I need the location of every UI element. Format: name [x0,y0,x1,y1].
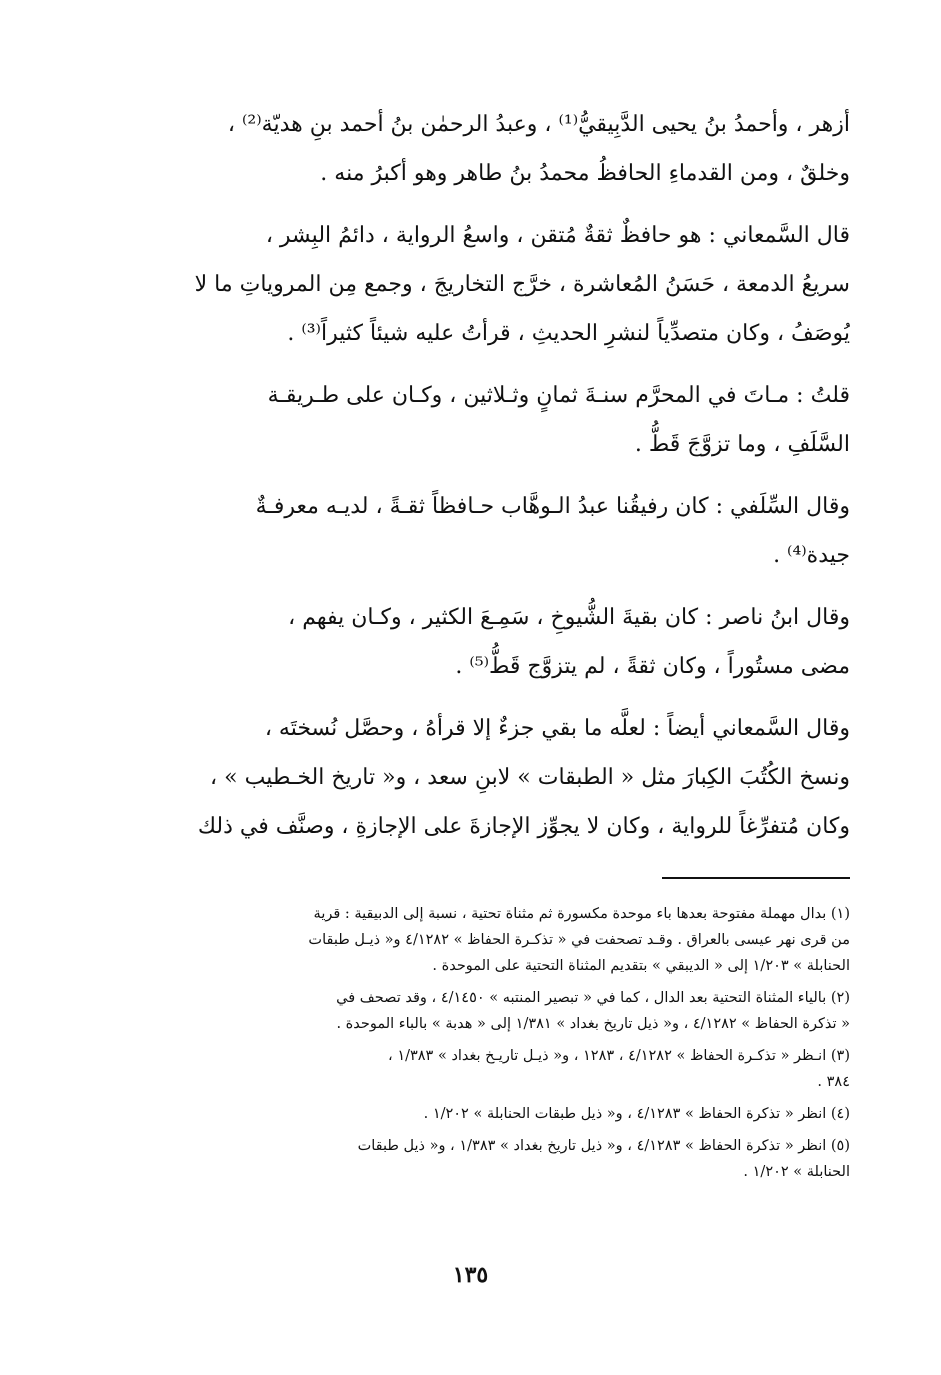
paragraph-3 [188,371,850,469]
footnote-line: (٣) انـظر « تذكـرة الحفاظ » ٤/١٢٨٢ ، ١٢٨٣ ، و« ذيـل تاريـخ بغداد » ١/٣٨٣ ، [388,1048,850,1064]
paragraph-1 [188,100,850,198]
footnote-separator [662,877,850,879]
footnote-line: من قرى نهر عيسى بالعراق . وقـد تصحفت في « تذكـرة الحفاظ » ٤/١٢٨٢ و« ذيـل طبقات [308,932,850,948]
text-line: سريعُ الدمعة ، حَسَنُ المُعاشرة ، خرَّج التخاريجَ ، وجمع مِن المروياتِ ما لا [194,272,850,297]
text-line: أزهر ، وأحمدُ بنُ يحيى الدَّبِيقيُّ⁽¹⁾ ، وعبدُ الرحمٰن بنُ أحمد بنِ هديّة⁽²⁾ ، [227,112,850,137]
paragraph-4 [188,482,850,580]
text-line: وقال السَّمعاني أيضاً : لعلَّه ما بقي جزءٌ إلا قرأهُ ، وحصَّل نُسختَه ، [264,716,850,741]
paragraph-2 [188,211,850,358]
page-number: ١٣٥ [452,1262,489,1288]
paragraph-6 [188,704,850,851]
footnote-line: « تذكرة الحفاظ » ٤/١٢٨٢ ، و« ذيل تاريخ بغداد » ١/٣٨١ إلى « هدبة » بالباء الموحدة . [336,1016,850,1032]
footnote-line: (٤) انظر « تذكرة الحفاظ » ٤/١٢٨٣ ، و« ذيل طبقات الحنابلة » ١/٢٠٢ . [423,1106,850,1122]
text-line: السَّلَفِ ، وما تزوَّجَ قَطُّ . [634,432,850,457]
text-line: مضى مستُوراً ، وكان ثقةً ، لم يتزوَّج قَطُّ⁽⁵⁾ . [455,654,850,679]
footnote-line: الحنابلة » ١/٢٠٣ إلى « الديبقي » بتقديم المثناة التحتية على الموحدة . [432,958,850,974]
footnote-line: (٥) انظر « تذكرة الحفاظ » ٤/١٢٨٣ ، و« ذيل تاريخ بغداد » ١/٣٨٣ ، و« ذيل طبقات [357,1138,850,1154]
text-line: وكان مُتفرِّغاً للرواية ، وكان لا يجوِّز الإجازةَ على الإجازةِ ، وصنَّف في ذلك [197,814,850,839]
footnote-line: ٣٨٤ . [817,1074,850,1090]
footnote-line: الحنابلة » ١/٢٠٢ . [743,1164,850,1180]
text-line: قلتُ : مـاتَ في المحرَّم سنـةَ ثمانٍ وثـلاثين ، وكـان على طـريقـة [267,383,850,408]
footnote-3 [188,1043,850,1095]
main-text [188,100,850,864]
text-line: جيدة⁽⁴⁾ . [773,543,850,568]
text-line: وخلقٌ ، ومن القدماءِ الحافظُ محمدُ بنُ طاهر وهو أكبرُ منه . [320,161,850,186]
text-line: ونسخ الكُتُبَ الكِبارَ مثل « الطبقات » لابنِ سعد ، و« تاريخ الخـطيب » ، [210,765,850,790]
text-line: يُوصَفُ ، وكان متصدِّياً لنشرِ الحديثِ ، قرأتُ عليه شيئاً كثيراً⁽³⁾ . [287,321,850,346]
text-line: قال السَّمعاني : هو حافظٌ ثقةٌ مُتقن ، واسعُ الرواية ، دائمُ البِشر ، [265,223,850,248]
text-line: وقال السِّلَفي : كان رفيقُنا عبدُ الـوهَّاب حـافظاً ثقـةً ، لديـه معرفـةٌ [255,494,850,519]
footnote-line: (١) بدال مهملة مفتوحة بعدها باء موحدة مكسورة ثم مثناة تحتية ، نسبة إلى الدبيقية : قرية [313,906,850,922]
paragraph-5 [188,593,850,691]
footnote-4 [188,1101,850,1127]
footnote-2 [188,985,850,1037]
footnote-1 [188,901,850,979]
footnote-5 [188,1133,850,1185]
footnotes [188,901,850,1191]
footnote-line: (٢) بالياء المثناة التحتية بعد الدال ، كما في « تبصير المنتبه » ٤/١٤٥٠ ، وقد تصحف في [336,990,850,1006]
text-line: وقال ابنُ ناصر : كان بقيةَ الشُّيوخِ ، سَمِـعَ الكثير ، وكـان يفهم ، [288,605,850,630]
